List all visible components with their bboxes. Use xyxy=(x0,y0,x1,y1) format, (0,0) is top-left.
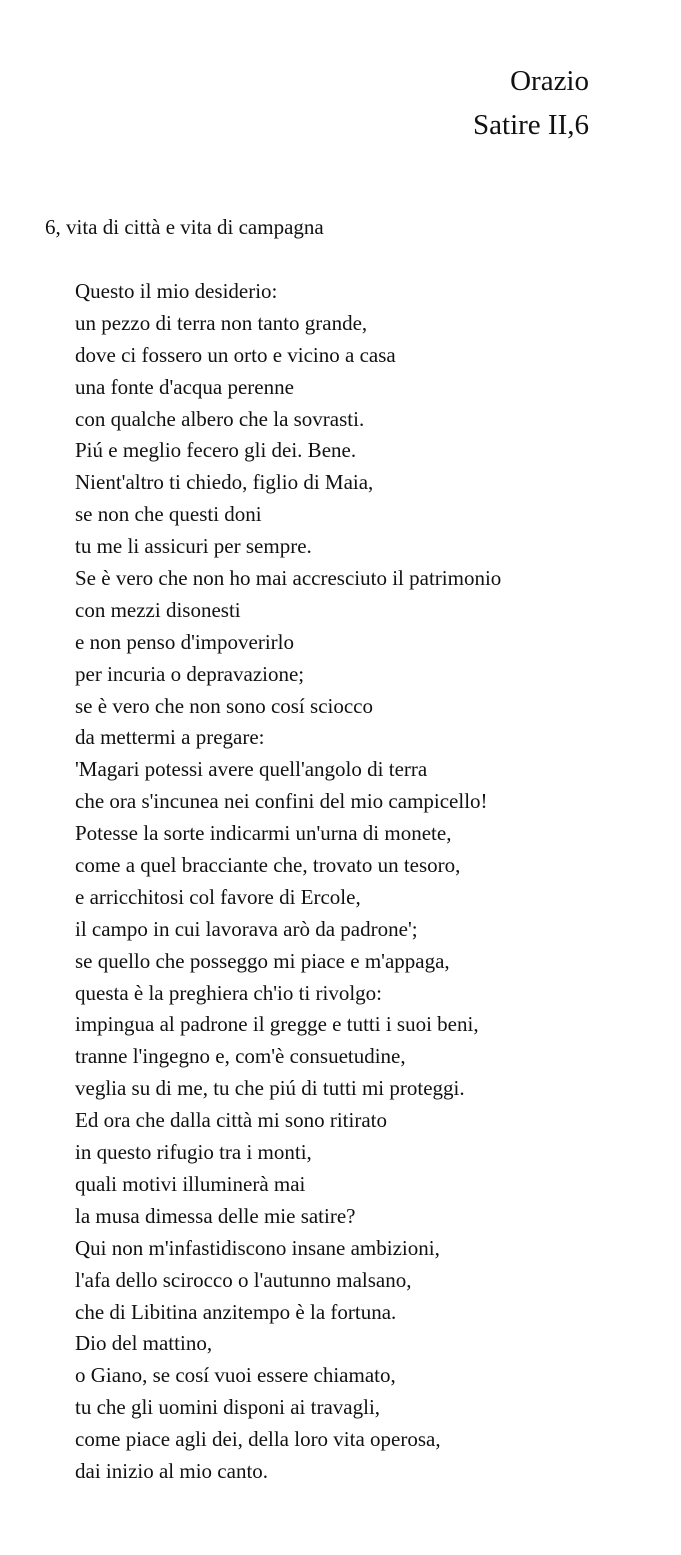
poem-line: o Giano, se cosí vuoi essere chiamato, xyxy=(75,1363,396,1388)
poem-line: Nient'altro ti chiedo, figlio di Maia, xyxy=(75,470,374,495)
poem-line: un pezzo di terra non tanto grande, xyxy=(75,310,368,335)
poem-line: il campo in cui lavorava arò da padrone'; xyxy=(75,916,418,941)
poem-line: Ed ora che dalla città mi sono ritirato xyxy=(75,1108,387,1133)
poem-line: 'Magari potessi avere quell'angolo di terra xyxy=(75,757,428,782)
poem-line: con qualche albero che la sovrasti. xyxy=(75,406,365,431)
author-heading: Orazio xyxy=(510,65,589,97)
poem-line: dove ci fossero un orto e vicino a casa xyxy=(75,342,396,367)
poem-line: la musa dimessa delle mie satire? xyxy=(75,1203,356,1228)
poem-line: se non che questi doni xyxy=(75,502,262,527)
poem-line: dai inizio al mio canto. xyxy=(75,1458,269,1483)
poem-line: e arricchitosi col favore di Ercole, xyxy=(75,884,361,909)
poem-line: una fonte d'acqua perenne xyxy=(75,374,294,399)
poem-line: Piú e meglio fecero gli dei. Bene. xyxy=(75,438,357,463)
poem-line: quali motivi illuminerà mai xyxy=(75,1171,306,1196)
poem-line: tu me li assicuri per sempre. xyxy=(75,534,312,559)
poem-line: in questo rifugio tra i monti, xyxy=(75,1140,312,1165)
poem-line: e non penso d'impoverirlo xyxy=(75,629,294,654)
poem-line: Dio del mattino, xyxy=(75,1331,213,1356)
poem-line: come piace agli dei, della loro vita operosa, xyxy=(75,1427,441,1452)
section-title: 6, vita di città e vita di campagna xyxy=(45,215,324,239)
poem-line: se quello che posseggo mi piace e m'appaga, xyxy=(75,948,450,973)
poem-line: tu che gli uomini disponi ai travagli, xyxy=(75,1395,381,1420)
poem-line: questa è la preghiera ch'io ti rivolgo: xyxy=(75,980,383,1005)
poem-line: con mezzi disonesti xyxy=(75,597,241,622)
poem-body xyxy=(75,277,501,1489)
work-heading: Satire II,6 xyxy=(473,109,589,141)
poem-line: da mettermi a pregare: xyxy=(75,725,265,750)
poem-line: per incuria o depravazione; xyxy=(75,661,305,686)
poem-line: veglia su di me, tu che piú di tutti mi proteggi. xyxy=(75,1076,465,1101)
poem-line: l'afa dello scirocco o l'autunno malsano, xyxy=(75,1267,412,1292)
poem-line: Questo il mio desiderio: xyxy=(75,279,278,303)
poem-line: tranne l'ingegno e, com'è consuetudine, xyxy=(75,1044,406,1069)
poem-line: Qui non m'infastidiscono insane ambizioni, xyxy=(75,1235,440,1260)
poem-line: Se è vero che non ho mai accresciuto il patrimonio xyxy=(75,566,502,591)
poem-line: come a quel bracciante che, trovato un tesoro, xyxy=(75,853,461,878)
poem-line: che di Libitina anzitempo è la fortuna. xyxy=(75,1299,397,1324)
poem-line: Potesse la sorte indicarmi un'urna di monete, xyxy=(75,821,452,846)
poem-line: se è vero che non sono cosí sciocco xyxy=(75,693,373,718)
poem-line: impingua al padrone il gregge e tutti i suoi beni, xyxy=(75,1012,479,1037)
poem-line: che ora s'incunea nei confini del mio campicello! xyxy=(75,789,488,814)
